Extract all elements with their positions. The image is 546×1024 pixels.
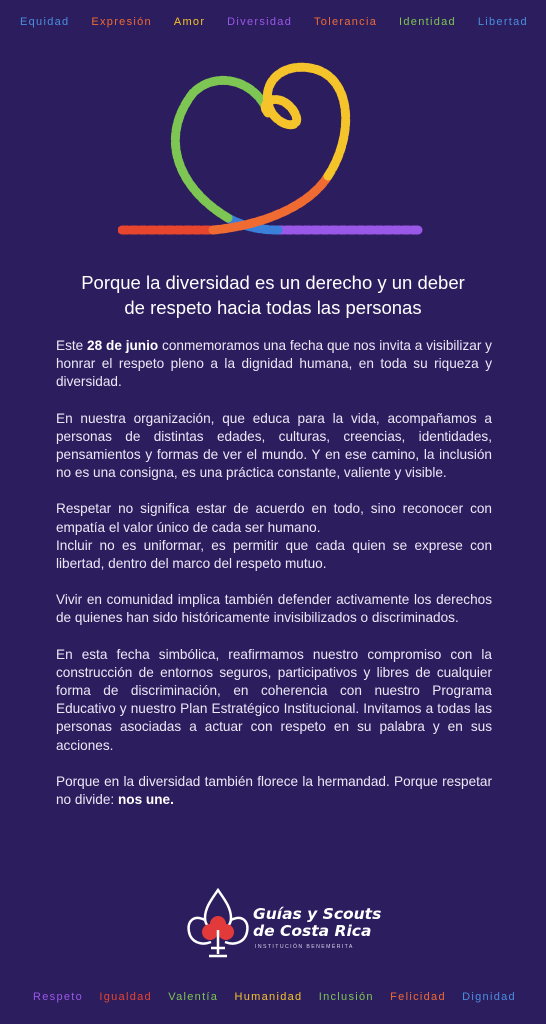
value-word-humanidad: Humanidad [234,991,303,1003]
body-text [56,337,492,827]
paragraph-6 [56,773,492,809]
paragraph-1 [56,337,492,392]
value-word-dignidad: Dignidad [462,991,516,1003]
paragraph-5: En esta fecha simbólica, reafirmamos nuestro compromiso con la construcción de entornos seguros, participativos y libres de cualquier forma de discriminación, en coherencia con nuestro Programa Educativo y nuestro Plan Estratégico Institucional. Invitamos a todas las personas asociadas a actuar con respeto en su palabra y en sus acciones. [56,646,492,753]
value-word-equidad: Equidad [20,16,70,28]
value-word-amor: Amor [173,16,206,28]
value-word-expresion: Expresión [91,16,152,28]
logo-name-line-2: de Costa Rica [253,922,372,940]
value-word-inclusion: Inclusión [318,991,374,1003]
paragraph-3-line-a: Respetar no significa estar de acuerdo en todo, sino reconocer con empatía el valor único de cada ser humano. [56,501,492,535]
logo-name [253,906,381,940]
logo-name-line-1: Guías y Scouts [253,905,382,923]
paragraph-3 [56,500,492,573]
paragraph-1-text-end: conmemoramos una fecha que nos invita a visibilizar y honrar el respeto pleno a la dignidad humana, en toda su riqueza y diversidad. [56,338,492,390]
headline [20,270,526,320]
value-word-tolerancia: Tolerancia [314,16,378,28]
logo-subtitle: INSTITUCIÓN BENEMÉRITA [255,944,354,950]
value-word-identidad: Identidad [399,16,456,28]
fleur-de-lis-trefoil-icon [183,886,253,960]
value-word-valentia: Valentía [168,991,219,1003]
paragraph-2: En nuestra organización, que educa para la vida, acompañamos a personas de distintas edades, culturas, creencias, identidades, pensamientos y formas de ver el mundo. Y en ese camino, la inclusión no es una consigna, es una práctica constante, valiente y visible. [56,410,492,481]
value-word-felicidad: Felicidad [390,991,446,1003]
rainbow-rope-heart-icon [118,58,428,240]
value-word-libertad: Libertad [477,16,528,28]
closing-highlight: nos une. [117,792,174,808]
paragraph-1-text-start: Este [56,338,88,353]
paragraph-3-line-b: Incluir no es uniformar, es permitir que cada quien se exprese con libertad, dentro del marco del respeto mutuo. [56,537,492,572]
paragraph-4: Vivir en comunidad implica también defender activamente los derechos de quienes han sido históricamente invisibilizados o discriminados. [56,592,492,626]
bottom-values-row [0,991,546,1003]
date-highlight: 28 de junio [87,338,159,353]
paragraph-6-text: Porque en la diversidad también florece la hermandad. Porque respetar no divide: [56,773,492,808]
value-word-diversidad: Diversidad [227,16,293,28]
guias-scouts-logo [183,886,382,964]
headline-line-1: Porque la diversidad es un derecho y un deber [81,272,465,293]
value-word-igualdad: Igualdad [99,991,152,1003]
value-word-respeto: Respeto [33,991,84,1003]
headline-line-2: de respeto hacia todas las personas [124,297,422,318]
top-values-row [0,16,546,28]
